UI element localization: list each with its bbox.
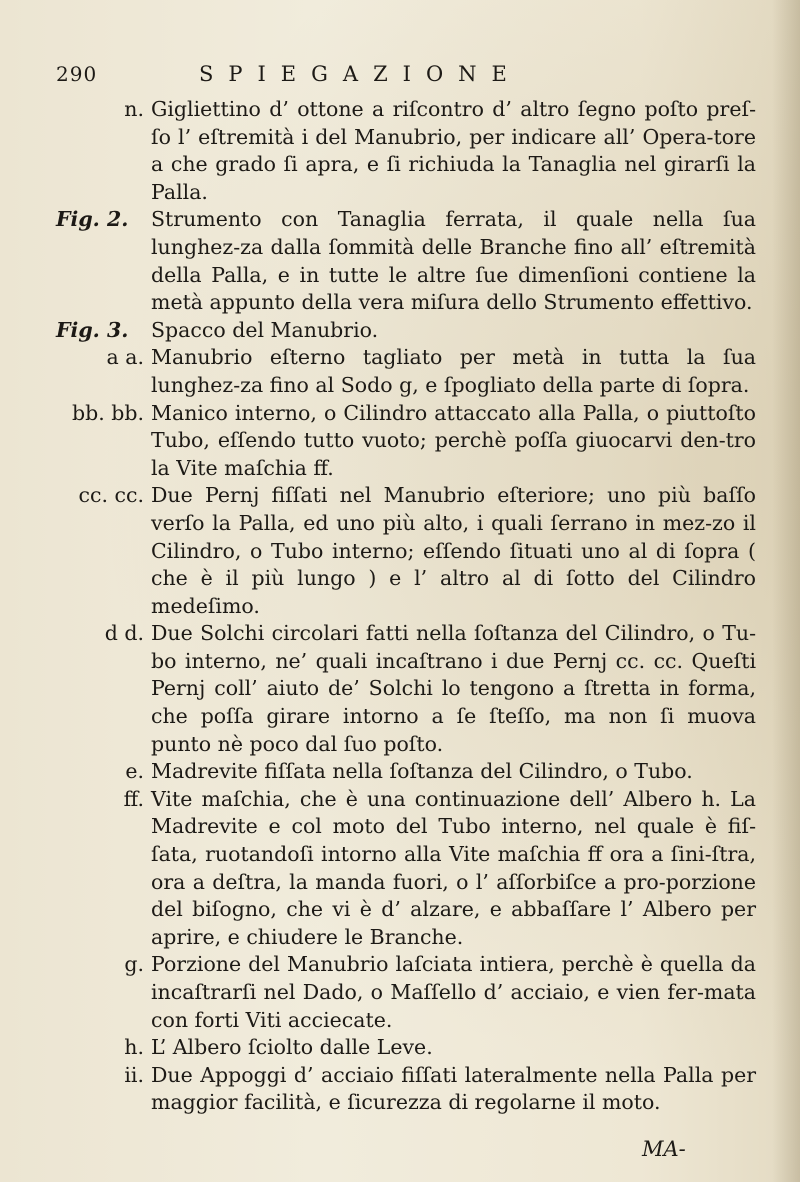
entry-fig-3 (56, 317, 756, 345)
entry-label: h. (124, 1035, 144, 1060)
figure-label: Fig. 3. (56, 317, 129, 342)
entry-text: Due Appoggi d’ acciaio fiſſati lateralmente nella Palla per maggior facilità, e ſicurezza di regolarne il moto. (151, 1062, 756, 1115)
page-edge-shadow (772, 0, 800, 1182)
entry-text: Due Solchi circolari fatti nella ſoſtanza del Cilindro, o Tu-bo interno, ne’ quali incaſtrano i due Pernj cc. cc. Queſti Pernj coll’ aiuto de’ Solchi lo tengono a ſtretta in forma, che poſſa girare intorno a ſe ſteſſo, ma non ſi muova punto nè poco dal ſuo poſto. (151, 621, 756, 756)
entry-text: Manubrio eſterno tagliato per metà in tutta la ſua lunghez-za fino al Sodo g, e ſpogliato della parte di ſopra. (151, 345, 756, 397)
page-header (56, 62, 746, 94)
entry-ii (56, 1062, 756, 1117)
entry-label: d d. (104, 621, 144, 646)
entry-bb (56, 400, 756, 483)
entry-label: ii. (124, 1062, 144, 1087)
entry-n (56, 96, 756, 206)
entry-label: a a. (106, 345, 144, 370)
entry-text: Spacco del Manubrio. (151, 317, 379, 342)
entry-ff (56, 786, 756, 952)
entry-text: Porzione del Manubrio laſciata intiera, perchè è quella da incaſtrarſi nel Dado, o Maſſello d’ acciaio, e vien fer-mata con forti Viti acciecate. (151, 952, 756, 1032)
entry-text: Due Pernj fiſſati nel Manubrio eſteriore; uno più baſſo verſo la Palla, ed uno più alto, i quali ſerrano in mez-zo il Cilindro, o Tubo interno; eſſendo ſituati uno al di ſopra ( che è il più lungo ) e l’ altro al di ſotto del Cilindro medeſimo. (151, 483, 756, 618)
entry-text: L’ Albero ſciolto dalle Leve. (151, 1035, 433, 1060)
entry-aa (56, 344, 756, 399)
entry-text: Gigliettino d’ ottone a riſcontro d’ altro ſegno poſto preſ-ſo l’ eſtremità i del Manubrio, per indicare all’ Opera-tore a che grado ſi apra, e ſi richiuda la Tanaglia nel girarſi la Palla. (151, 97, 756, 204)
entry-text: Strumento con Tanaglia ferrata, il quale nella ſua lunghez-za dalla ſommità delle Branche fino all’ eſtremità della Palla, e in tutte le altre ſue dimenſioni contiene la metà appunto della vera miſura dello Strumento effettivo. (151, 207, 756, 315)
entry-h (56, 1034, 756, 1062)
body-text (56, 96, 756, 1117)
entry-label: ff. (123, 786, 144, 811)
entry-label: e. (125, 759, 144, 784)
entry-fig-2 (56, 206, 756, 316)
entry-label: bb. bb. (71, 400, 144, 425)
catchword: MA- (642, 1137, 686, 1161)
entry-text: Madrevite fiſſata nella ſoſtanza del Cilindro, o Tubo. (151, 759, 693, 784)
entry-dd (56, 620, 756, 758)
entry-text: Vite maſchia, che è una continuazione dell’ Albero h. La Madrevite e col moto del Tubo interno, nel quale è fiſ-ſata, ruotandoſi intorno alla Vite maſchia ff ora a ſini-ſtra, ora a deſtra, la manda fuori, o l’ aſſorbiſce a pro-porzione del biſogno, che vi è d’ alzare, e abbaſſare l’ Albero per aprire, e chiudere le Branche. (151, 786, 756, 949)
entry-e (56, 758, 756, 786)
figure-label: Fig. 2. (56, 207, 129, 232)
entry-label: cc. cc. (78, 483, 144, 508)
page-number: 290 (56, 62, 98, 86)
entry-text: Manico interno, o Cilindro attaccato alla Palla, o piuttoſto Tubo, eſſendo tutto vuoto; perchè poſſa giuocarvi den-tro la Vite maſchia ff. (151, 400, 756, 480)
entry-cc (56, 482, 756, 620)
entry-label: n. (124, 97, 144, 121)
running-head: SPIEGAZIONE (199, 62, 522, 86)
entry-g (56, 951, 756, 1034)
entry-label: g. (124, 952, 144, 977)
